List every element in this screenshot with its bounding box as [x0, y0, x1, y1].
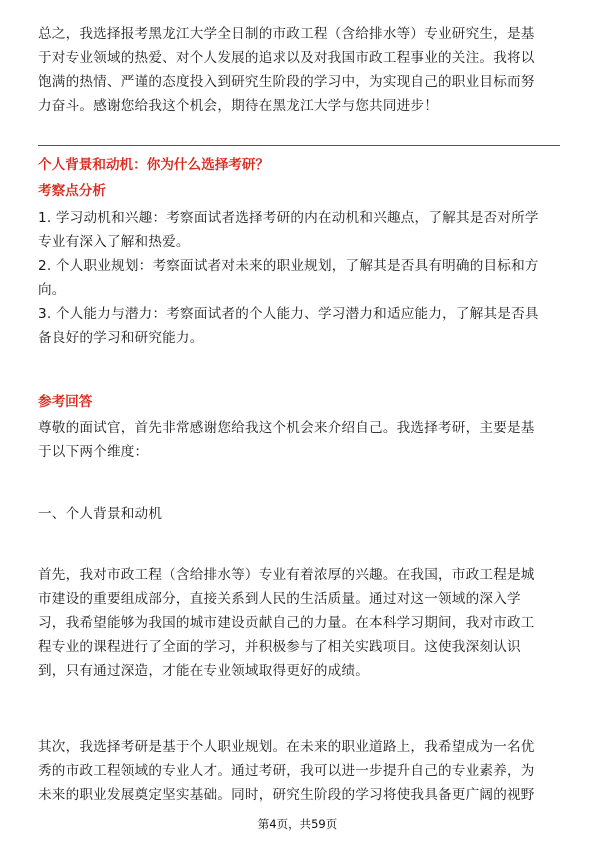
conclusion-line: 于对专业领域的热爱、对个人发展的追求以及对我国市政工程事业的关注。我将以: [38, 50, 535, 66]
section-divider: [38, 145, 560, 146]
conclusion-line: 力奋斗。感谢您给我这个机会，期待在黑龙江大学与您共同进步！: [38, 98, 439, 114]
section-title-line: 一、个人背景和动机: [38, 506, 163, 522]
paragraph-line: 市建设的重要组成部分，直接关系到人民的生活质量。通过对这一领域的深入学: [38, 591, 521, 607]
analysis-points: [38, 206, 560, 350]
question-title: 个人背景和动机：你为什么选择考研？: [38, 157, 270, 173]
answer-heading: 参考回答: [38, 394, 93, 410]
analysis-point-line: 专业有深入了解和热爱。: [38, 234, 190, 250]
paragraph-first: [38, 563, 560, 683]
page-number-footer: 第4页，共59页: [257, 817, 338, 831]
conclusion-paragraph: [38, 22, 560, 118]
paragraph-line: 首先，我对市政工程（含给排水等）专业有着浓厚的兴趣。在我国，市政工程是城: [38, 567, 535, 583]
analysis-point-line: 2. 个人职业规划：考察面试者对未来的职业规划，了解其是否具有明确的目标和方: [38, 258, 539, 274]
paragraph-line: 未来的职业发展奠定坚实基础。同时，研究生阶段的学习将使我具备更广阔的视野: [38, 787, 535, 803]
paragraph-second: [38, 735, 560, 807]
analysis-heading: 考察点分析: [38, 183, 106, 199]
answer-opening: [38, 416, 560, 464]
conclusion-line: 总之，我选择报考黑龙江大学全日制的市政工程（含给排水等）专业研究生，是基: [38, 26, 535, 42]
paragraph-line: 到，只有通过深造，才能在专业领域取得更好的成绩。: [38, 663, 370, 679]
answer-opening-line: 于以下两个维度：: [38, 444, 149, 460]
analysis-point-line: 备良好的学习和研究能力。: [38, 330, 204, 346]
conclusion-line: 饱满的热情、严谨的态度投入到研究生阶段的学习中，为实现自己的职业目标而努: [38, 74, 535, 90]
section-one-title: [38, 502, 560, 526]
paragraph-line: 习，我希望能够为我国的城市建设贡献自己的力量。在本科学习期间，我对市政工: [38, 615, 535, 631]
analysis-point-line: 向。: [38, 282, 66, 298]
paragraph-line: 秀的市政工程领域的专业人才。通过考研，我可以进一步提升自己的专业素养，为: [38, 763, 535, 779]
analysis-point-line: 3. 个人能力与潜力：考察面试者的个人能力、学习潜力和适应能力，了解其是否具: [38, 306, 539, 322]
paragraph-line: 其次，我选择考研是基于个人职业规划。在未来的职业道路上，我希望成为一名优: [38, 739, 535, 755]
analysis-point-line: 1. 学习动机和兴趣：考察面试者选择考研的内在动机和兴趣点，了解其是否对所学: [38, 210, 539, 226]
paragraph-line: 程专业的课程进行了全面的学习，并积极参与了相关实践项目。这使我深刻认识: [38, 639, 521, 655]
answer-opening-line: 尊敬的面试官，首先非常感谢您给我这个机会来介绍自己。我选择考研，主要是基: [38, 420, 535, 436]
